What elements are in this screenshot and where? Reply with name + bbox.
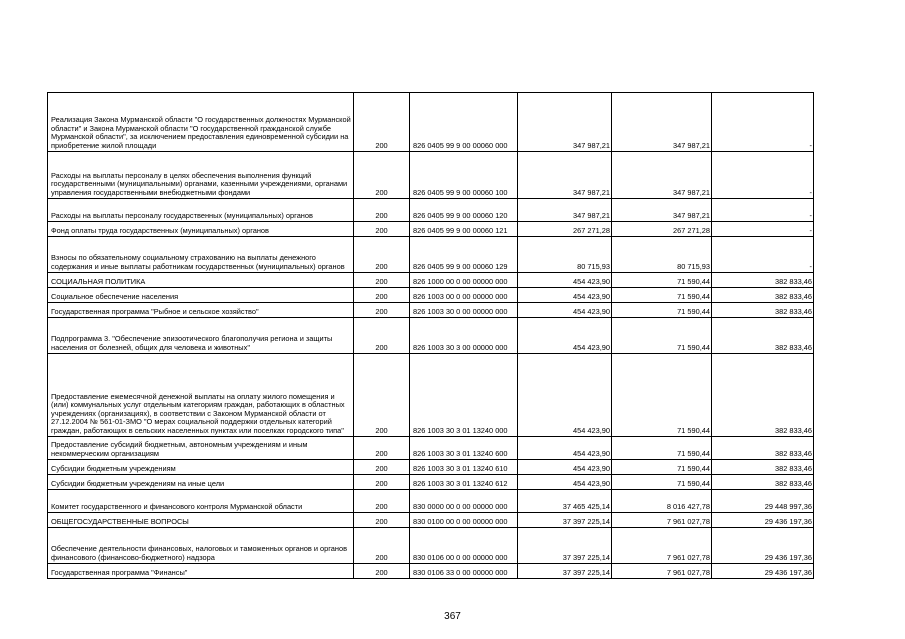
row-line-code: 200 xyxy=(354,564,410,579)
table-row xyxy=(48,199,814,222)
row-description: Реализация Закона Мурманской области "О государственных должностях Мурманской области" и Закона Мурманской области "О государственной гражданской службе Мурманской области", за исключением предоставления единовременной субсидии на приобретение жилой площади xyxy=(48,93,354,152)
row-line-code: 200 xyxy=(354,354,410,437)
row-executed-amount: 7 961 027,78 xyxy=(612,564,712,579)
row-executed-amount: 80 715,93 xyxy=(612,237,712,273)
row-approved-amount: 454 423,90 xyxy=(518,273,612,288)
row-executed-amount: 7 961 027,78 xyxy=(612,528,712,564)
row-description: Взносы по обязательному социальному страхованию на выплаты денежного содержания и иные выплаты работникам государственных (муниципальных) органов xyxy=(48,237,354,273)
row-line-code: 200 xyxy=(354,318,410,354)
row-approved-amount: 454 423,90 xyxy=(518,318,612,354)
row-unexecuted-amount: - xyxy=(712,93,814,152)
row-budget-classification-code: 826 1003 30 3 01 13240 612 xyxy=(410,475,518,490)
row-approved-amount: 454 423,90 xyxy=(518,437,612,460)
table-row xyxy=(48,237,814,273)
table-row xyxy=(48,152,814,199)
row-approved-amount: 37 465 425,14 xyxy=(518,490,612,513)
row-line-code: 200 xyxy=(354,93,410,152)
row-unexecuted-amount: - xyxy=(712,152,814,199)
row-budget-classification-code: 826 1000 00 0 00 00000 000 xyxy=(410,273,518,288)
row-approved-amount: 347 987,21 xyxy=(518,199,612,222)
table-row xyxy=(48,318,814,354)
row-approved-amount: 347 987,21 xyxy=(518,152,612,199)
row-budget-classification-code: 830 0100 00 0 00 00000 000 xyxy=(410,513,518,528)
row-executed-amount: 347 987,21 xyxy=(612,152,712,199)
row-unexecuted-amount: 382 833,46 xyxy=(712,303,814,318)
row-budget-classification-code: 830 0000 00 0 00 00000 000 xyxy=(410,490,518,513)
row-executed-amount: 71 590,44 xyxy=(612,475,712,490)
table-row xyxy=(48,288,814,303)
table-row xyxy=(48,354,814,437)
row-unexecuted-amount: - xyxy=(712,222,814,237)
row-executed-amount: 71 590,44 xyxy=(612,303,712,318)
budget-table-body xyxy=(48,93,814,579)
row-unexecuted-amount: 382 833,46 xyxy=(712,475,814,490)
row-line-code: 200 xyxy=(354,273,410,288)
row-approved-amount: 37 397 225,14 xyxy=(518,513,612,528)
budget-table xyxy=(47,92,814,579)
table-row xyxy=(48,437,814,460)
row-line-code: 200 xyxy=(354,152,410,199)
row-budget-classification-code: 826 0405 99 9 00 00060 120 xyxy=(410,199,518,222)
row-unexecuted-amount: 382 833,46 xyxy=(712,354,814,437)
row-description: СОЦИАЛЬНАЯ ПОЛИТИКА xyxy=(48,273,354,288)
row-executed-amount: 71 590,44 xyxy=(612,354,712,437)
table-row xyxy=(48,93,814,152)
row-approved-amount: 37 397 225,14 xyxy=(518,564,612,579)
table-row xyxy=(48,273,814,288)
page-number: 367 xyxy=(444,611,461,622)
row-line-code: 200 xyxy=(354,475,410,490)
row-unexecuted-amount: 382 833,46 xyxy=(712,318,814,354)
row-line-code: 200 xyxy=(354,303,410,318)
table-row xyxy=(48,222,814,237)
row-unexecuted-amount: 382 833,46 xyxy=(712,437,814,460)
row-executed-amount: 71 590,44 xyxy=(612,460,712,475)
row-executed-amount: 71 590,44 xyxy=(612,288,712,303)
row-description: Социальное обеспечение населения xyxy=(48,288,354,303)
row-line-code: 200 xyxy=(354,460,410,475)
row-description: Предоставление ежемесячной денежной выплаты на оплату жилого помещения и (или) коммунальных услуг отдельным категориям граждан, работающих в областных учреждениях (организациях), в соответствии с Законом Мурманской области от 27.12.2004 № 561-01-ЗМО "О мерах социальной поддержки отдельных категорий граждан, работающих в сельских населенных пунктах или поселках городского типа" xyxy=(48,354,354,437)
row-approved-amount: 454 423,90 xyxy=(518,303,612,318)
row-unexecuted-amount: - xyxy=(712,199,814,222)
row-description: Подпрограмма 3. "Обеспечение эпизоотического благополучия региона и защиты населения от болезней, общих для человека и животных" xyxy=(48,318,354,354)
row-executed-amount: 347 987,21 xyxy=(612,93,712,152)
row-executed-amount: 7 961 027,78 xyxy=(612,513,712,528)
row-executed-amount: 71 590,44 xyxy=(612,273,712,288)
row-approved-amount: 37 397 225,14 xyxy=(518,528,612,564)
row-description: Государственная программа "Рыбное и сельское хозяйство" xyxy=(48,303,354,318)
table-row xyxy=(48,490,814,513)
row-line-code: 200 xyxy=(354,237,410,273)
row-description: Обеспечение деятельности финансовых, налоговых и таможенных органов и органов финансового (финансово-бюджетного) надзора xyxy=(48,528,354,564)
row-executed-amount: 71 590,44 xyxy=(612,318,712,354)
row-unexecuted-amount: 382 833,46 xyxy=(712,273,814,288)
row-description: Государственная программа "Финансы" xyxy=(48,564,354,579)
row-budget-classification-code: 826 1003 30 3 00 00000 000 xyxy=(410,318,518,354)
row-budget-classification-code: 826 1003 30 3 01 13240 610 xyxy=(410,460,518,475)
row-line-code: 200 xyxy=(354,437,410,460)
table-row xyxy=(48,528,814,564)
row-budget-classification-code: 830 0106 00 0 00 00000 000 xyxy=(410,528,518,564)
row-description: Расходы на выплаты персоналу в целях обеспечения выполнения функций государственными (муниципальными) органами, казенными учреждениями, органами управления государственными внебюджетными фондами xyxy=(48,152,354,199)
row-budget-classification-code: 826 1003 00 0 00 00000 000 xyxy=(410,288,518,303)
table-row xyxy=(48,303,814,318)
row-approved-amount: 454 423,90 xyxy=(518,475,612,490)
row-description: ОБЩЕГОСУДАРСТВЕННЫЕ ВОПРОСЫ xyxy=(48,513,354,528)
row-line-code: 200 xyxy=(354,528,410,564)
row-approved-amount: 80 715,93 xyxy=(518,237,612,273)
row-executed-amount: 267 271,28 xyxy=(612,222,712,237)
table-row xyxy=(48,564,814,579)
row-executed-amount: 347 987,21 xyxy=(612,199,712,222)
row-line-code: 200 xyxy=(354,199,410,222)
row-unexecuted-amount: 382 833,46 xyxy=(712,460,814,475)
row-description: Расходы на выплаты персоналу государственных (муниципальных) органов xyxy=(48,199,354,222)
row-line-code: 200 xyxy=(354,222,410,237)
row-approved-amount: 347 987,21 xyxy=(518,93,612,152)
row-description: Предоставление субсидий бюджетным, автономным учреждениям и иным некоммерческим организациям xyxy=(48,437,354,460)
row-description: Фонд оплаты труда государственных (муниципальных) органов xyxy=(48,222,354,237)
row-unexecuted-amount: 29 436 197,36 xyxy=(712,513,814,528)
row-unexecuted-amount: 29 436 197,36 xyxy=(712,564,814,579)
row-unexecuted-amount: - xyxy=(712,237,814,273)
table-row xyxy=(48,460,814,475)
row-budget-classification-code: 826 0405 99 9 00 00060 100 xyxy=(410,152,518,199)
table-row xyxy=(48,475,814,490)
table-row xyxy=(48,513,814,528)
row-executed-amount: 71 590,44 xyxy=(612,437,712,460)
row-budget-classification-code: 826 0405 99 9 00 00060 000 xyxy=(410,93,518,152)
row-description: Комитет государственного и финансового контроля Мурманской области xyxy=(48,490,354,513)
row-unexecuted-amount: 29 436 197,36 xyxy=(712,528,814,564)
row-unexecuted-amount: 382 833,46 xyxy=(712,288,814,303)
row-approved-amount: 454 423,90 xyxy=(518,288,612,303)
row-description: Субсидии бюджетным учреждениям на иные цели xyxy=(48,475,354,490)
row-line-code: 200 xyxy=(354,490,410,513)
row-unexecuted-amount: 29 448 997,36 xyxy=(712,490,814,513)
row-budget-classification-code: 826 1003 30 3 01 13240 600 xyxy=(410,437,518,460)
row-approved-amount: 454 423,90 xyxy=(518,354,612,437)
row-budget-classification-code: 826 1003 30 3 01 13240 000 xyxy=(410,354,518,437)
row-budget-classification-code: 826 0405 99 9 00 00060 129 xyxy=(410,237,518,273)
row-budget-classification-code: 826 1003 30 0 00 00000 000 xyxy=(410,303,518,318)
row-executed-amount: 8 016 427,78 xyxy=(612,490,712,513)
row-budget-classification-code: 826 0405 99 9 00 00060 121 xyxy=(410,222,518,237)
row-budget-classification-code: 830 0106 33 0 00 00000 000 xyxy=(410,564,518,579)
row-line-code: 200 xyxy=(354,513,410,528)
row-approved-amount: 267 271,28 xyxy=(518,222,612,237)
row-approved-amount: 454 423,90 xyxy=(518,460,612,475)
row-description: Субсидии бюджетным учреждениям xyxy=(48,460,354,475)
row-line-code: 200 xyxy=(354,288,410,303)
